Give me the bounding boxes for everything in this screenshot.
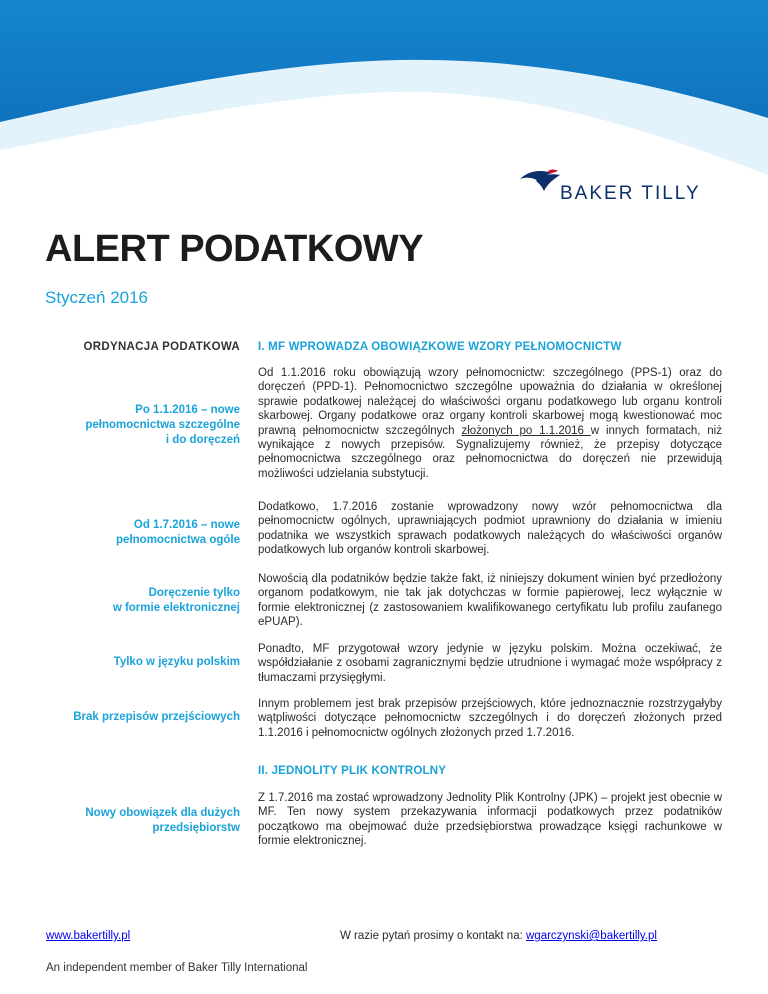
section-category-label: ORDYNACJA PODATKOWA [83,341,240,353]
logo-wordmark: BAKER TILLY [560,183,701,204]
section-2-heading: II. JEDNOLITY PLIK KONTROLNY [258,765,447,777]
contact-email-link[interactable]: wgarczynski@bakertilly.pl [526,930,657,942]
member-note: An independent member of Baker Tilly International [46,962,308,974]
contact-line: W razie pytań prosimy o kontakt na: wgarczynski@bakertilly.pl [340,930,657,942]
document-title: ALERT PODATKOWY [45,228,424,270]
document-date: Styczeń 2016 [45,288,149,307]
side-note-3: Doręczenie tylko w formie elektronicznej [112,587,240,614]
section-1-paragraph-3: Nowością dla podatników będzie także fakt, iż niniejszy dokument winien być przedłożony organom podatkowym, nie tak jak dotychczas w formie papierowej, lecz wyłącznie w formie elektronicznej (z zastosowaniem kwalifikowanego certyfikatu lub profilu zaufanego ePUAP). [258,573,722,629]
section-1-paragraph-5: Innym problemem jest brak przepisów przejściowych, które jednoznacznie rozstrzygałyby wątpliwości dotyczące pełnomocnictw szczególnych i do doręczeń złożonych przed 1.1.2016 i pełnomocnictw ogólnych złożonych przed 1.7.2016. [258,698,722,739]
baker-tilly-logo [518,163,708,208]
section-1-paragraph-1: Od 1.1.2016 roku obowiązują wzory pełnomocnictw: szczególnego (PPS-1) oraz do doręczeń (PPD-1). Pełnomocnictwo szczególne upoważnia do działania w określonej sprawie podatkowej należącej do właściwości organu podatkowego lub organu kontroli skarbowej. Organy podatkowe oraz organy kontroli skarbowej mogą kwestionować moc prawną pełnomocnictw szczególnych złożonych po 1.1.2016 w innych formatach, niż wynikające z nowych przepisów. Sygnalizujemy również, że przepisy dotyczące pełnomocnictwa szczególnego oraz pełnomocnictwa do doręczeń nie przewidują możliwości udzielania substytucji. [258,367,722,480]
side-note-6: Nowy obowiązek dla dużych przedsiębiorstw [85,807,240,834]
logo-bird-icon [518,165,562,195]
side-note-1: Po 1.1.2016 – nowe pełnomocnictwa szczególne i do doręczeń [85,404,240,446]
website-link[interactable]: www.bakertilly.pl [46,930,131,942]
side-note-4: Tylko w języku polskim [113,656,240,668]
section-2-paragraph-1: Z 1.7.2016 ma zostać wprowadzony Jednolity Plik Kontrolny (JPK) – projekt jest obecnie w MF. Ten nowy system przekazywania informacji podatkowych przez podatników początkowo ma obejmować duże przedsiębiorstwa prowadzące księgi rachunkowe w formie elektronicznej. [258,792,722,848]
section-1-heading: I. MF WPROWADZA OBOWIĄZKOWE WZORY PEŁNOMOCNICTW [258,341,622,353]
side-note-2: Od 1.7.2016 – nowe pełnomocnictwa ogóle [116,519,240,546]
section-1-paragraph-4: Ponadto, MF przygotował wzory jedynie w języku polskim. Można oczekiwać, że współdziałanie z osobami zagranicznymi będzie utrudnione i wymagać może współpracy z tłumaczami przysięgłymi. [258,643,722,684]
side-note-5: Brak przepisów przejściowych [73,711,240,723]
section-1-paragraph-2: Dodatkowo, 1.7.2016 zostanie wprowadzony nowy wzór pełnomocnictwa dla pełnomocnictw ogólnych, uprawniających podmiot uprawniony do działania w imieniu podatnika we wszystkich sprawach podatkowych należących do właściwości organów podatkowych lub organów kontroli skarbowej. [258,501,722,557]
